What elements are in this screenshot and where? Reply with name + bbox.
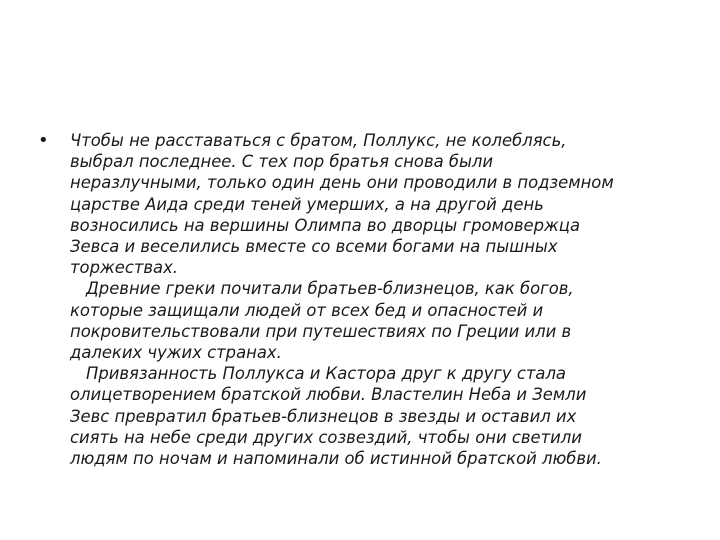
text-line: неразлучными, только один день они проводили в подземном bbox=[70, 173, 614, 193]
paragraph-line bbox=[70, 363, 688, 384]
text-line: Древние греки почитали братьев-близнецов, как богов, bbox=[86, 279, 574, 299]
text-line: царстве Аида среди теней умерших, а на другой день bbox=[70, 194, 544, 214]
text-line: Зевса и веселились вместе со всеми богами на пышных bbox=[70, 237, 558, 257]
text-line: покровительствовали при путешествиях по Греции или в bbox=[70, 321, 572, 341]
text-line: Зевс превратил братьев-близнецов в звезды и оставил их bbox=[70, 406, 577, 426]
text-line: Чтобы не расставаться с братом, Поллукс, не колеблясь, bbox=[70, 131, 567, 150]
text-line: людям по ночам и напоминали об истинной братской любви. bbox=[70, 449, 602, 469]
text-line: которые защищали людей от всех бед и опасностей и bbox=[70, 300, 544, 320]
text-line: выбрал последнее. С тех пор братья снова были bbox=[70, 152, 494, 172]
bullet-marker: • bbox=[38, 130, 49, 151]
text-line: торжествах. bbox=[70, 258, 179, 278]
paragraph-line bbox=[70, 278, 688, 299]
text-line: Привязанность Поллукса и Кастора друг к другу стала bbox=[86, 364, 566, 384]
text-line: сиять на небе среди других созвездий, чтобы они светили bbox=[70, 427, 582, 447]
text-line: олицетворением братской любви. Властелин Неба и Земли bbox=[70, 385, 587, 405]
text-line: далеких чужих странах. bbox=[70, 343, 282, 363]
bullet-text bbox=[70, 130, 688, 469]
text-line: возносились на вершины Олимпа во дворцы громовержца bbox=[70, 215, 581, 235]
